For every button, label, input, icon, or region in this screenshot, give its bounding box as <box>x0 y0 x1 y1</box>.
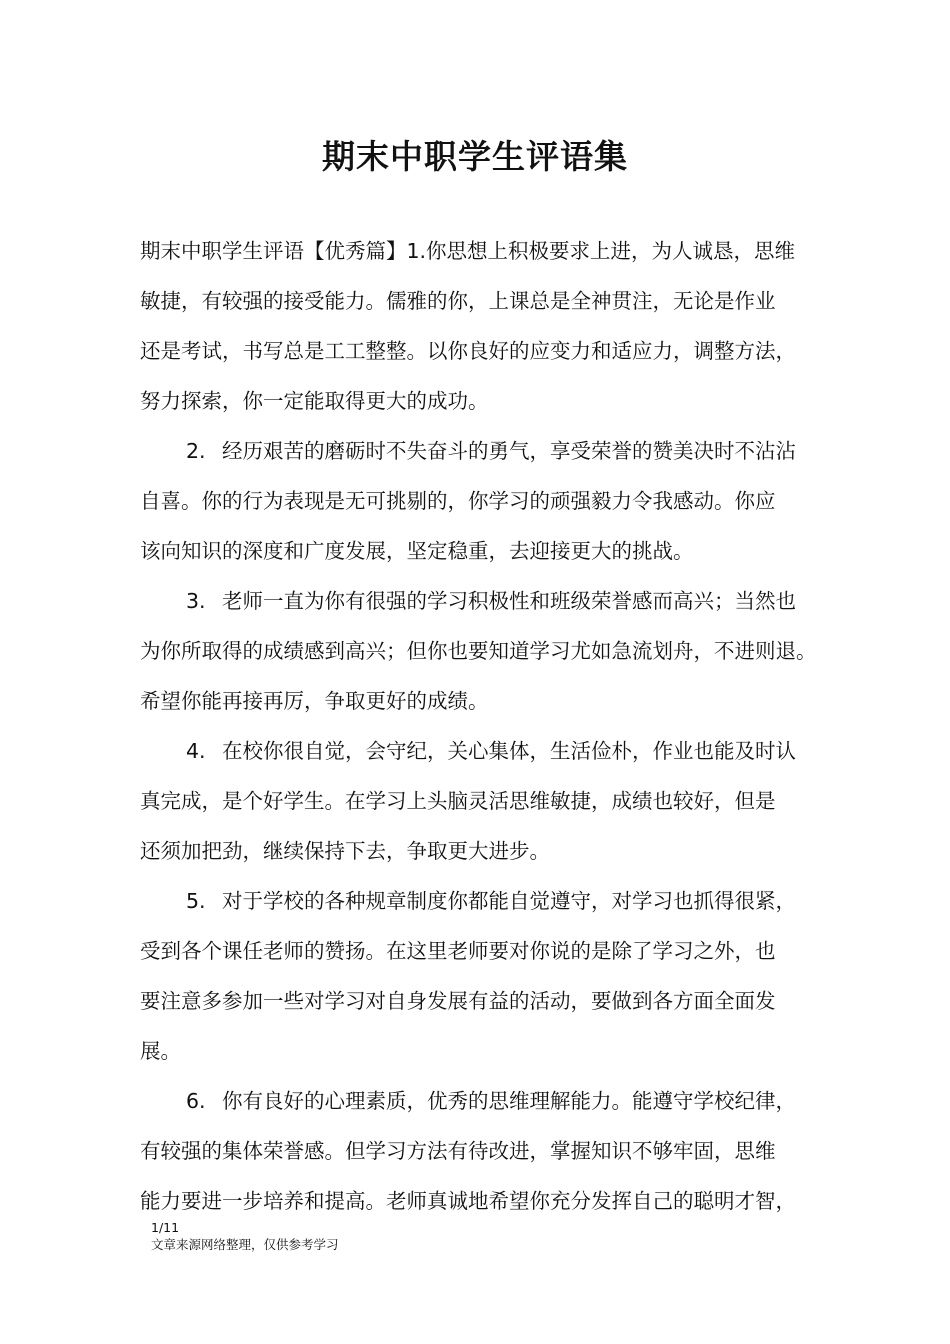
paragraph <box>140 876 840 1076</box>
paragraph <box>140 426 840 576</box>
paragraph-line <box>140 926 840 976</box>
paragraph-line <box>140 326 840 376</box>
paragraph-line <box>140 1026 840 1076</box>
line-text: 为你所取得的成绩感到高兴；但你也要知道学习尤如急流划舟，不进则退。 <box>140 639 817 663</box>
paragraph-line <box>140 876 840 926</box>
paragraph <box>140 226 840 426</box>
paragraph-line <box>140 726 840 776</box>
paragraph-line <box>140 276 840 326</box>
document-body <box>140 226 840 1226</box>
page-number: 1/11 <box>151 1220 180 1235</box>
line-text: 展。 <box>140 1039 181 1063</box>
paragraph-number: 3. <box>186 589 206 613</box>
line-text: 希望你能再接再厉，争取更好的成绩。 <box>140 689 489 713</box>
paragraph <box>140 726 840 876</box>
page-footer <box>151 1219 339 1253</box>
paragraph-line <box>140 1076 840 1126</box>
line-text: 你有良好的心理素质，优秀的思维理解能力。能遵守学校纪律， <box>222 1089 796 1113</box>
line-text: 能力要进一步培养和提高。老师真诚地希望你充分发挥自己的聪明才智， <box>140 1189 796 1213</box>
paragraph-line <box>140 226 840 276</box>
source-note: 文章来源网络整理，仅供参考学习 <box>151 1237 339 1252</box>
line-text: 该向知识的深度和广度发展，坚定稳重，去迎接更大的挑战。 <box>140 539 694 563</box>
paragraph-line <box>140 826 840 876</box>
paragraph-line <box>140 576 840 626</box>
line-text: 有较强的集体荣誉感。但学习方法有待改进，掌握知识不够牢固，思维 <box>140 1139 776 1163</box>
paragraph-line <box>140 376 840 426</box>
paragraph-line <box>140 626 840 676</box>
paragraph <box>140 576 840 726</box>
line-text: 努力探索，你一定能取得更大的成功。 <box>140 389 489 413</box>
line-text: 老师一直为你有很强的学习积极性和班级荣誉感而高兴；当然也 <box>222 589 796 613</box>
paragraph-number: 6. <box>186 1089 206 1113</box>
line-text: 期末中职学生评语【优秀篇】1.你思想上积极要求上进，为人诚恳，思维 <box>140 239 796 263</box>
paragraph-number: 5. <box>186 889 206 913</box>
line-text: 在校你很自觉，会守纪，关心集体，生活俭朴，作业也能及时认 <box>222 739 796 763</box>
line-text: 受到各个课任老师的赞扬。在这里老师要对你说的是除了学习之外，也 <box>140 939 776 963</box>
paragraph-number: 4. <box>186 739 206 763</box>
paragraph-line <box>140 426 840 476</box>
paragraph-line <box>140 526 840 576</box>
line-text: 还是考试，书写总是工工整整。以你良好的应变力和适应力，调整方法， <box>140 339 796 363</box>
document-title: 期末中职学生评语集 <box>322 137 628 176</box>
line-text: 还须加把劲，继续保持下去，争取更大进步。 <box>140 839 550 863</box>
line-text: 对于学校的各种规章制度你都能自觉遵守，对学习也抓得很紧， <box>222 889 796 913</box>
paragraph <box>140 1076 840 1226</box>
line-text: 自喜。你的行为表现是无可挑剔的，你学习的顽强毅力令我感动。你应 <box>140 489 776 513</box>
line-text: 经历艰苦的磨砺时不失奋斗的勇气，享受荣誉的赞美决时不沾沾 <box>222 439 796 463</box>
line-text: 敏捷，有较强的接受能力。儒雅的你，上课总是全神贯注，无论是作业 <box>140 289 776 313</box>
paragraph-line <box>140 976 840 1026</box>
paragraph-line <box>140 776 840 826</box>
line-text: 真完成，是个好学生。在学习上头脑灵活思维敏捷，成绩也较好，但是 <box>140 789 776 813</box>
line-text: 要注意多参加一些对学习对自身发展有益的活动，要做到各方面全面发 <box>140 989 776 1013</box>
paragraph-line <box>140 1126 840 1176</box>
paragraph-line <box>140 476 840 526</box>
paragraph-line <box>140 676 840 726</box>
paragraph-number: 2. <box>186 439 206 463</box>
